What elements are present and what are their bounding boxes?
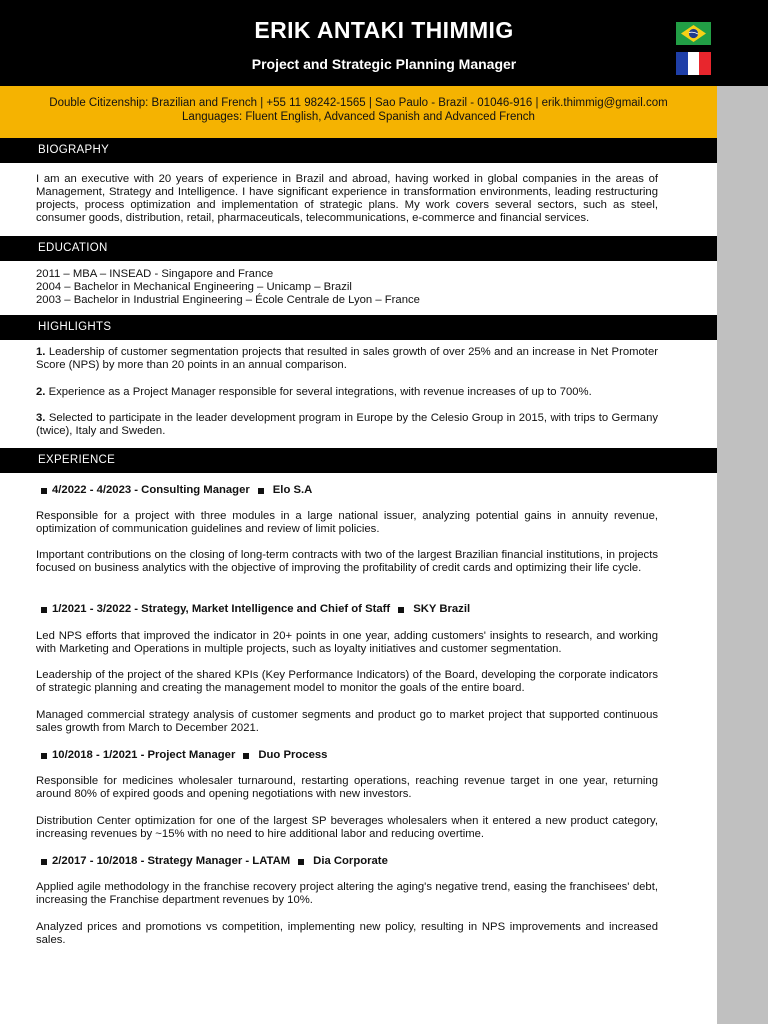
- highlight-item: [36, 412, 658, 438]
- highlight-item: [36, 346, 658, 372]
- job-heading: [41, 855, 388, 868]
- highlight-item: [36, 386, 658, 399]
- bullet-icon: [398, 607, 404, 613]
- job-title: 4/2022 - 4/2023 - Consulting Manager: [52, 484, 250, 496]
- biography-text: I am an executive with 20 years of experience in Brazil and abroad, having worked in global companies in the areas of Management, Strategy and Intelligence. I have significant experience in transformation environments, leading restructuring projects, process optimization and implementation of strategic plans. My work covers several sectors, such as steel, consumer goods, distribution, retail, pharmaceuticals, telecommunications, e-commerce and financial services.: [36, 173, 658, 224]
- resume-header: [0, 0, 768, 86]
- france-flag-icon: [676, 52, 711, 75]
- candidate-name: ERIK ANTAKI THIMMIG: [254, 17, 514, 43]
- job-company: Dia Corporate: [313, 855, 388, 867]
- job-description: Managed commercial strategy analysis of customer segments and product go to market project that supported continuous sales growth from March to December 2021.: [36, 709, 658, 734]
- section-header-highlights: HIGHLIGHTS: [0, 315, 717, 340]
- section-header-experience: EXPERIENCE: [0, 448, 717, 473]
- job-heading: [41, 603, 470, 616]
- france-flag-blue: [676, 52, 688, 75]
- contact-line: Double Citizenship: Brazilian and French | +55 11 98242-1565 | Sao Paulo - Brazil - 01046-916 | erik.thimmig@gmail.com: [49, 97, 668, 109]
- contact-info: [0, 86, 717, 138]
- highlight-number: 1.: [36, 346, 46, 358]
- job-company: Duo Process: [258, 749, 328, 761]
- section-header-biography: BIOGRAPHY: [0, 138, 717, 163]
- side-strip: [717, 86, 768, 1024]
- bullet-icon: [258, 488, 264, 494]
- section-header-education: EDUCATION: [0, 236, 717, 261]
- bullet-icon: [41, 859, 47, 865]
- bullet-icon: [243, 753, 249, 759]
- job-description: Leadership of the project of the shared KPIs (Key Performance Indicators) of the Board, developing the corporate indicators of strategic planning and creating the management model to monitor the goals of the entire board.: [36, 669, 658, 694]
- bullet-icon: [41, 753, 47, 759]
- bullet-icon: [298, 859, 304, 865]
- job-description: Important contributions on the closing of long-term contracts with two of the largest Brazilian financial institutions, in projects focused on business analytics with the objective of improving the profitability of credit cards and optimizing their life cycle.: [36, 549, 658, 574]
- job-company: SKY Brazil: [413, 603, 471, 615]
- job-description: Distribution Center optimization for one of the largest SP beverages wholesalers when it entered a new product category, increasing revenues by ~15% with no need to hire additional labor and reducing overtime.: [36, 815, 658, 840]
- job-description: Responsible for a project with three modules in a large national issuer, analyzing potential gains in annuity revenue, optimization of communication guidelines and review of limit policies.: [36, 510, 658, 535]
- job-title: 10/2018 - 1/2021 - Project Manager: [52, 749, 236, 761]
- job-description: Led NPS efforts that improved the indicator in 20+ points in one year, adding customers' insights to research, and working with Marketing and Operations in multiple projects, such as loyalty initiatives and customer segmentation.: [36, 630, 658, 655]
- bullet-icon: [41, 488, 47, 494]
- job-company: Elo S.A: [272, 484, 313, 496]
- highlight-text: Selected to participate in the leader development program in Europe by the Celesio Group in 2015, with trips to Germany (twice), Italy and Sweden.: [36, 412, 658, 437]
- job-description: Applied agile methodology in the franchise recovery project altering the aging's negative trend, easing the franchisees' debt, increasing the Franchise department revenues by 10%.: [36, 881, 658, 906]
- job-heading: [41, 749, 327, 762]
- bullet-icon: [41, 607, 47, 613]
- education-item: 2004 – Bachelor in Mechanical Engineering – Unicamp – Brazil: [36, 281, 352, 293]
- candidate-role: Project and Strategic Planning Manager: [251, 56, 517, 72]
- languages-line: Languages: Fluent English, Advanced Spanish and Advanced French: [182, 111, 535, 123]
- education-item: 2011 – MBA – INSEAD - Singapore and France: [36, 268, 274, 280]
- job-description: Responsible for medicines wholesaler turnaround, restarting operations, reaching revenue target in one year, returning around 80% of expired goods and opening negotiations with new investors.: [36, 775, 658, 800]
- job-title: 1/2021 - 3/2022 - Strategy, Market Intelligence and Chief of Staff: [52, 603, 391, 615]
- france-flag-red: [699, 52, 711, 75]
- highlight-number: 3.: [36, 412, 46, 424]
- highlight-text: Experience as a Project Manager responsible for several integrations, with revenue increases of up to 700%.: [48, 386, 592, 398]
- brazil-flag-icon: [676, 22, 711, 45]
- job-description: Analyzed prices and promotions vs competition, implementing new policy, resulting in NPS improvements and increased sales.: [36, 921, 658, 946]
- brazil-flag-diamond: [680, 24, 707, 43]
- highlight-text: Leadership of customer segmentation projects that resulted in sales growth of over 25% and an increase in Net Promoter Score (NPS) by more than 20 points in an annual comparison.: [36, 346, 658, 371]
- highlight-number: 2.: [36, 386, 46, 398]
- job-heading: [41, 484, 312, 497]
- france-flag-white: [688, 52, 700, 75]
- education-item: 2003 – Bachelor in Industrial Engineering – École Centrale de Lyon – France: [36, 294, 420, 306]
- job-title: 2/2017 - 10/2018 - Strategy Manager - LATAM: [52, 855, 291, 867]
